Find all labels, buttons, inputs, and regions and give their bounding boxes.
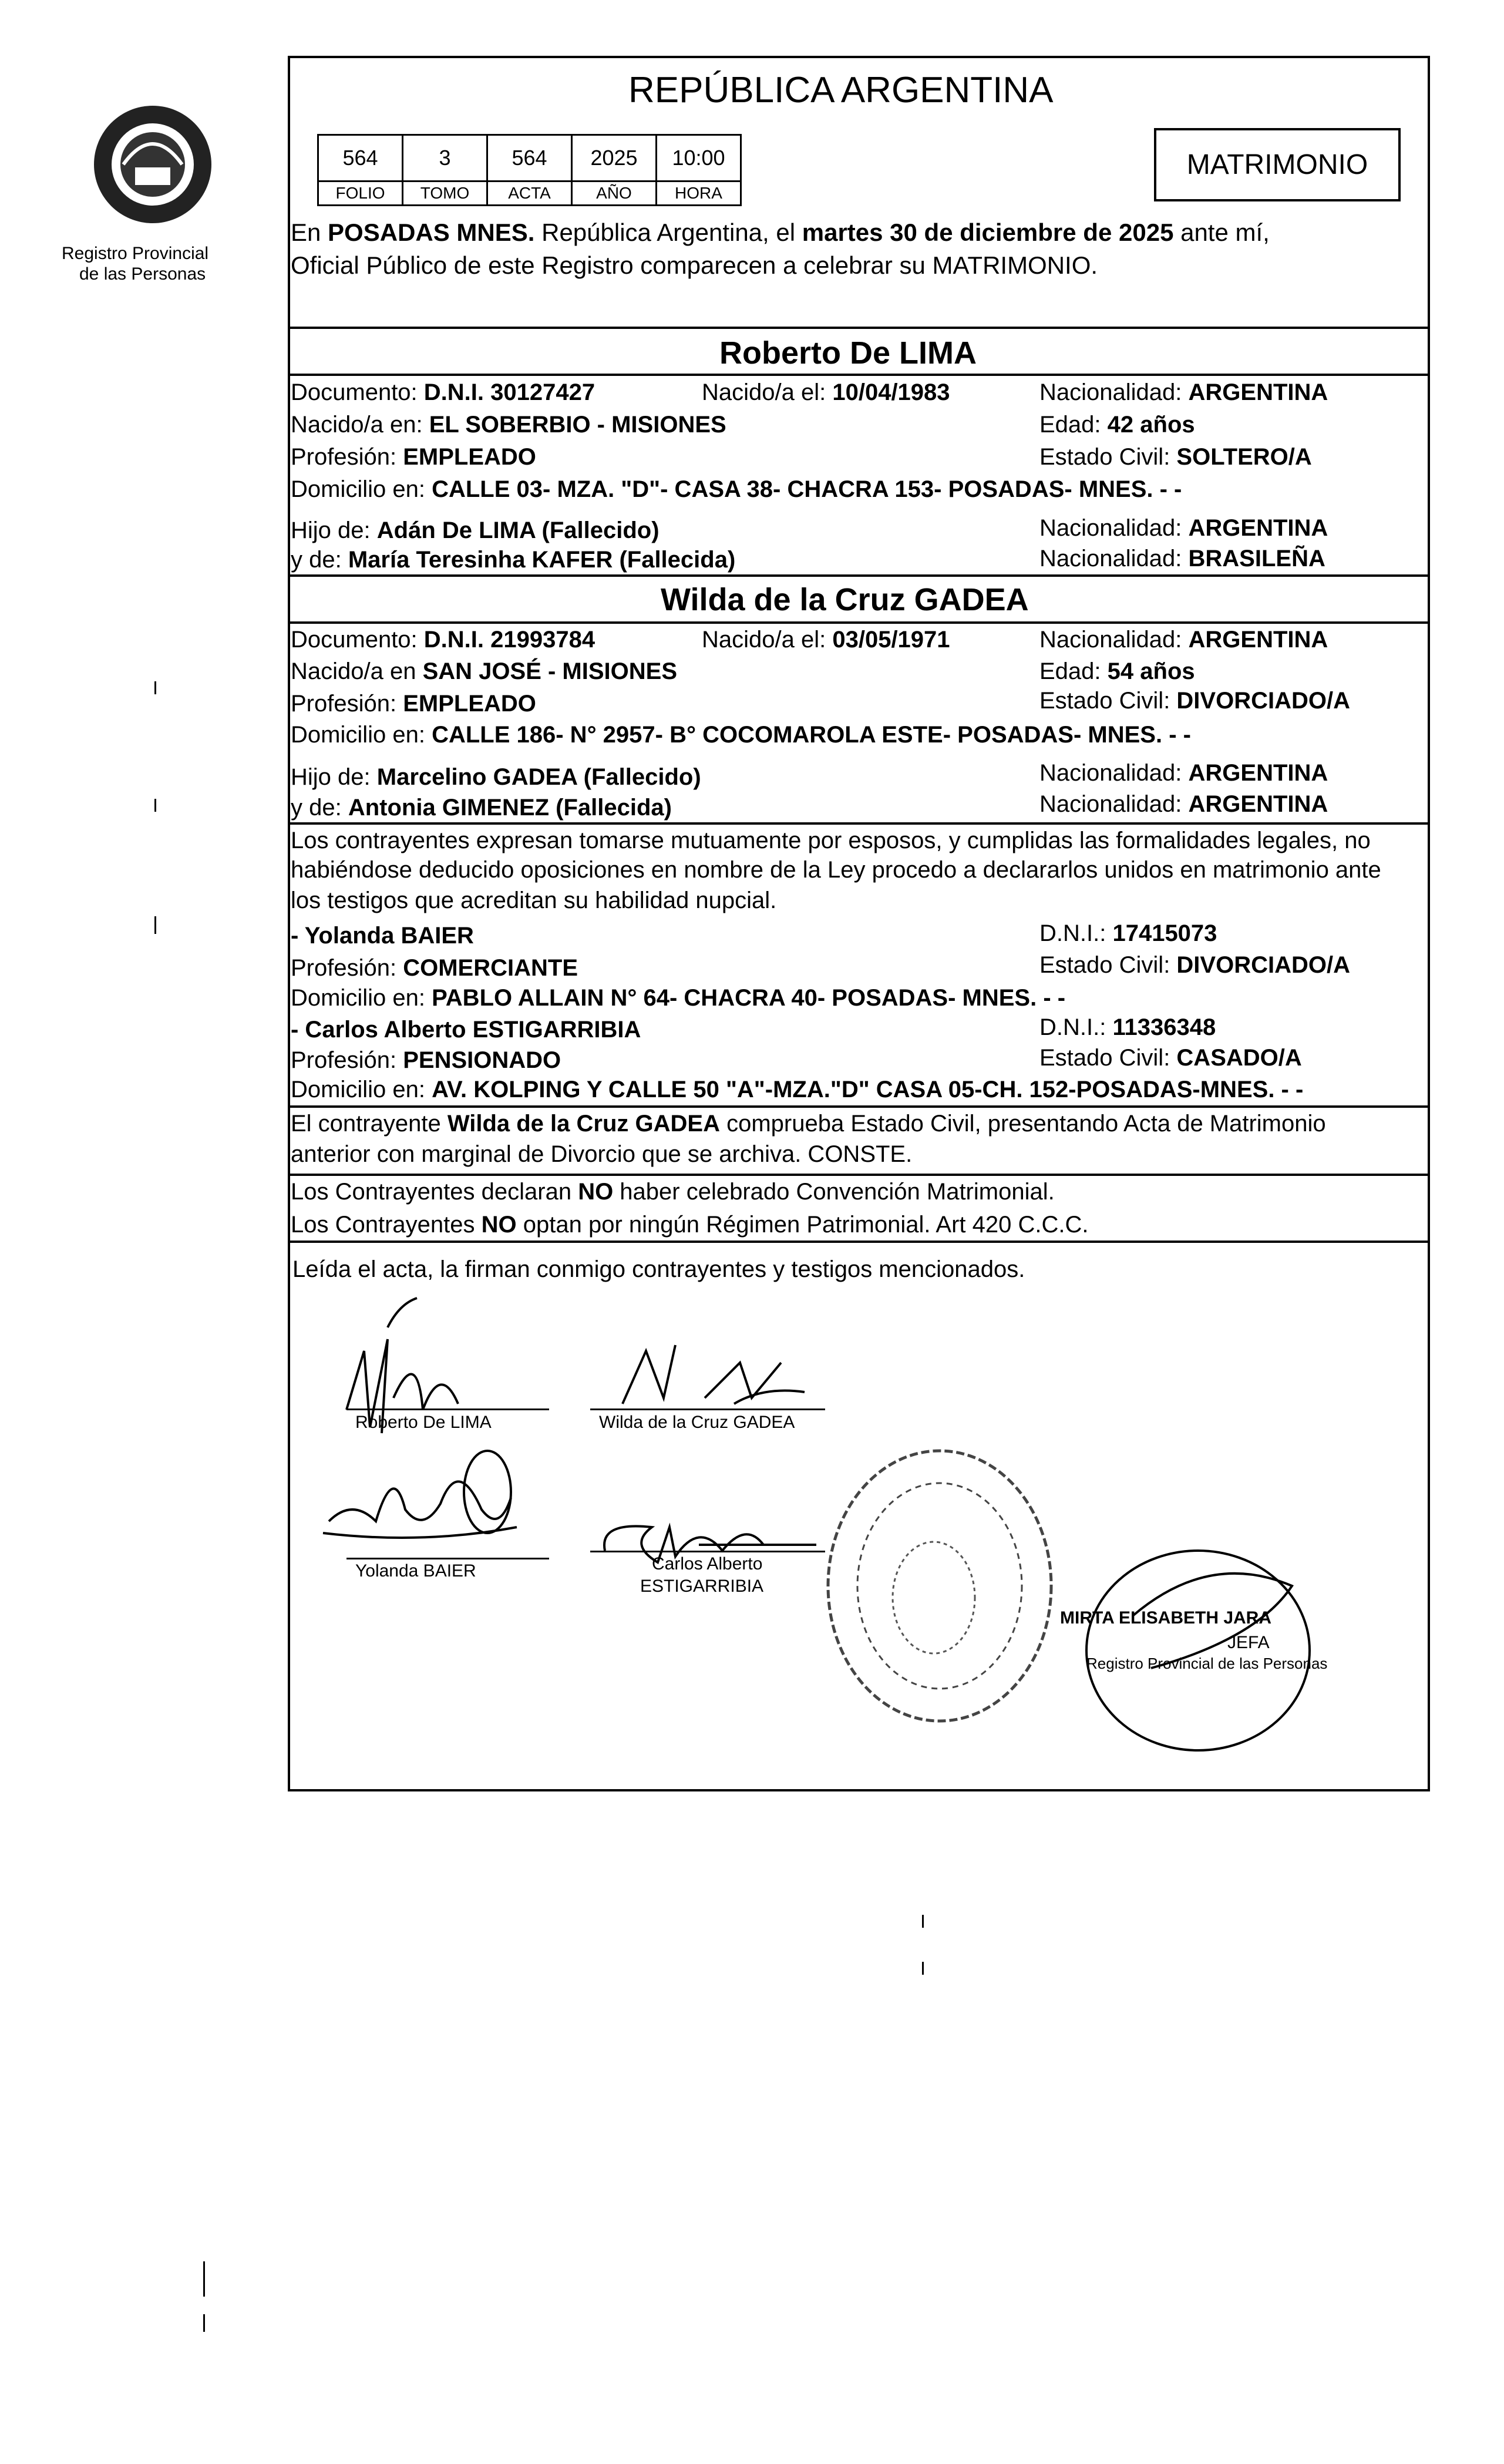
bride-signature-caption: Wilda de la Cruz GADEA <box>599 1413 795 1432</box>
witness-2-civil-status: Estado Civil: CASADO/A <box>1039 1045 1302 1071</box>
bride-father: Hijo de: Marcelino GADEA (Fallecido) <box>291 764 701 790</box>
folio-value: 564 <box>317 134 403 182</box>
bride-age: Edad: 54 años <box>1039 658 1195 684</box>
intro-mid: República Argentina, el <box>534 219 802 246</box>
bride-birthdate: Nacido/a el: 03/05/1971 <box>702 627 950 653</box>
groom-profession: Profesión: EMPLEADO <box>291 444 536 470</box>
witness-2-signature-line <box>590 1551 825 1552</box>
bride-profession: Profesión: EMPLEADO <box>291 691 536 717</box>
province-seal-icon <box>82 88 223 241</box>
divider <box>288 327 1430 329</box>
divider <box>288 1105 1430 1108</box>
witness-1-name: - Yolanda BAIER <box>291 923 474 949</box>
intro-en: En <box>291 219 328 246</box>
groom-age: Edad: 42 años <box>1039 412 1195 438</box>
groom-document: Documento: D.N.I. 30127427 <box>291 379 595 405</box>
intro-line-2: Oficial Público de este Registro comparecen a celebrar su MATRIMONIO. <box>291 251 1098 279</box>
bride-nationality: Nacionalidad: ARGENTINA <box>1039 627 1328 653</box>
closing-text: Leída el acta, la firman conmigo contrayentes y testigos mencionados. <box>292 1256 1025 1282</box>
regime-line-2: Los Contrayentes NO optan por ningún Régimen Patrimonial. Art 420 C.C.C. <box>291 1212 1089 1238</box>
acta-label: ACTA <box>486 180 573 206</box>
witness-2-signature-caption-2: ESTIGARRIBIA <box>640 1576 764 1596</box>
divider <box>288 1174 1430 1176</box>
intro-date: martes 30 de diciembre de 2025 <box>802 219 1174 246</box>
folio-label: FOLIO <box>317 180 403 206</box>
bride-name: Wilda de la Cruz GADEA <box>661 582 1029 617</box>
intro-end: ante mí, <box>1173 219 1270 246</box>
bride-mother: y de: Antonia GIMENEZ (Fallecida) <box>291 795 672 821</box>
declaration-line-1: Los contrayentes expresan tomarse mutuamente por esposos, y cumplidas las formalidades legales, no <box>291 828 1371 853</box>
scan-mark <box>203 2314 205 2332</box>
witness-1-signature-line <box>346 1558 549 1559</box>
groom-signature-line <box>346 1409 549 1410</box>
bride-birthplace: Nacido/a en SAN JOSÉ - MISIONES <box>291 658 678 684</box>
groom-birthplace: Nacido/a en: EL SOBERBIO - MISIONES <box>291 412 726 438</box>
divider <box>288 822 1430 825</box>
groom-name: Roberto De LIMA <box>719 335 977 371</box>
witness-2-profession: Profesión: PENSIONADO <box>291 1047 561 1073</box>
province-logo <box>82 88 223 241</box>
groom-civil-status: Estado Civil: SOLTERO/A <box>1039 444 1312 470</box>
bride-address: Domicilio en: CALLE 186- N° 2957- B° COCOMAROLA ESTE- POSADAS- MNES. - - <box>291 722 1191 748</box>
groom-mother: y de: María Teresinha KAFER (Fallecida) <box>291 547 736 573</box>
declaration-line-3: los testigos que acreditan su habilidad nupcial. <box>291 888 777 913</box>
declaration-line-2: habiéndose deducido oposiciones en nombre de la Ley procedo a declararlos unidos en matrimonio ante <box>291 857 1381 883</box>
scan-mark <box>922 1962 924 1975</box>
witness-1-dni: D.N.I.: 17415073 <box>1039 920 1217 946</box>
groom-mother-nationality: Nacionalidad: BRASILEÑA <box>1039 546 1325 572</box>
witness-2-name: - Carlos Alberto ESTIGARRIBIA <box>291 1017 641 1043</box>
witness-1-profession: Profesión: COMERCIANTE <box>291 955 578 981</box>
scan-mark <box>154 799 156 812</box>
logo-caption-1: Registro Provincial <box>62 244 209 263</box>
groom-signature-caption: Roberto De LIMA <box>355 1413 492 1432</box>
bride-signature-line <box>590 1409 825 1410</box>
scan-mark <box>154 916 156 934</box>
registry-seal-icon <box>810 1433 1069 1739</box>
page-title: REPÚBLICA ARGENTINA <box>628 70 1054 110</box>
bride-father-nationality: Nacionalidad: ARGENTINA <box>1039 760 1328 786</box>
groom-father-nationality: Nacionalidad: ARGENTINA <box>1039 515 1328 541</box>
scan-mark <box>203 2261 205 2297</box>
tomo-label: TOMO <box>402 180 488 206</box>
groom-father: Hijo de: Adán De LIMA (Fallecido) <box>291 517 660 543</box>
anio-value: 2025 <box>571 134 657 182</box>
official-name: MIRTA ELISABETH JARA <box>1060 1608 1271 1628</box>
act-type-box: MATRIMONIO <box>1154 128 1401 201</box>
divider <box>288 374 1430 376</box>
hora-value: 10:00 <box>655 134 742 182</box>
witness-1-signature-icon <box>305 1445 552 1562</box>
divider <box>288 1241 1430 1243</box>
groom-birthdate: Nacido/a el: 10/04/1983 <box>702 379 950 405</box>
intro-place: POSADAS MNES. <box>328 219 535 246</box>
tomo-value: 3 <box>402 134 488 182</box>
bride-document: Documento: D.N.I. 21993784 <box>291 627 595 653</box>
groom-address: Domicilio en: CALLE 03- MZA. "D"- CASA 38- CHACRA 153- POSADAS- MNES. - - <box>291 476 1182 502</box>
witness-1-civil-status: Estado Civil: DIVORCIADO/A <box>1039 952 1350 978</box>
witness-2-address: Domicilio en: AV. KOLPING Y CALLE 50 "A"-MZA."D" CASA 05-CH. 152-POSADAS-MNES. - - <box>291 1077 1304 1102</box>
witness-1-signature-caption: Yolanda BAIER <box>355 1561 476 1581</box>
intro-line-1 <box>291 219 1270 247</box>
groom-nationality: Nacionalidad: ARGENTINA <box>1039 379 1328 405</box>
note-line-1: El contrayente Wilda de la Cruz GADEA comprueba Estado Civil, presentando Acta de Matrimonio <box>291 1111 1326 1137</box>
acta-value: 564 <box>486 134 573 182</box>
bride-civil-status: Estado Civil: DIVORCIADO/A <box>1039 688 1350 714</box>
divider <box>288 574 1430 577</box>
witness-2-dni: D.N.I.: 11336348 <box>1039 1014 1216 1040</box>
bride-mother-nationality: Nacionalidad: ARGENTINA <box>1039 791 1328 817</box>
scan-mark <box>154 681 156 694</box>
official-signature-icon <box>1063 1515 1368 1762</box>
hora-label: HORA <box>655 180 742 206</box>
regime-line-1: Los Contrayentes declaran NO haber celebrado Convención Matrimonial. <box>291 1179 1055 1205</box>
official-office: Registro Provincial de las Personas <box>1086 1655 1328 1672</box>
official-title: JEFA <box>1227 1633 1270 1652</box>
anio-label: AÑO <box>571 180 657 206</box>
witness-1-address: Domicilio en: PABLO ALLAIN N° 64- CHACRA 40- POSADAS- MNES. - - <box>291 985 1066 1011</box>
scan-mark <box>922 1915 924 1928</box>
logo-caption-2: de las Personas <box>79 264 206 284</box>
witness-2-signature-caption-1: Carlos Alberto <box>652 1554 763 1574</box>
divider <box>288 621 1430 624</box>
note-line-2: anterior con marginal de Divorcio que se archiva. CONSTE. <box>291 1141 913 1167</box>
